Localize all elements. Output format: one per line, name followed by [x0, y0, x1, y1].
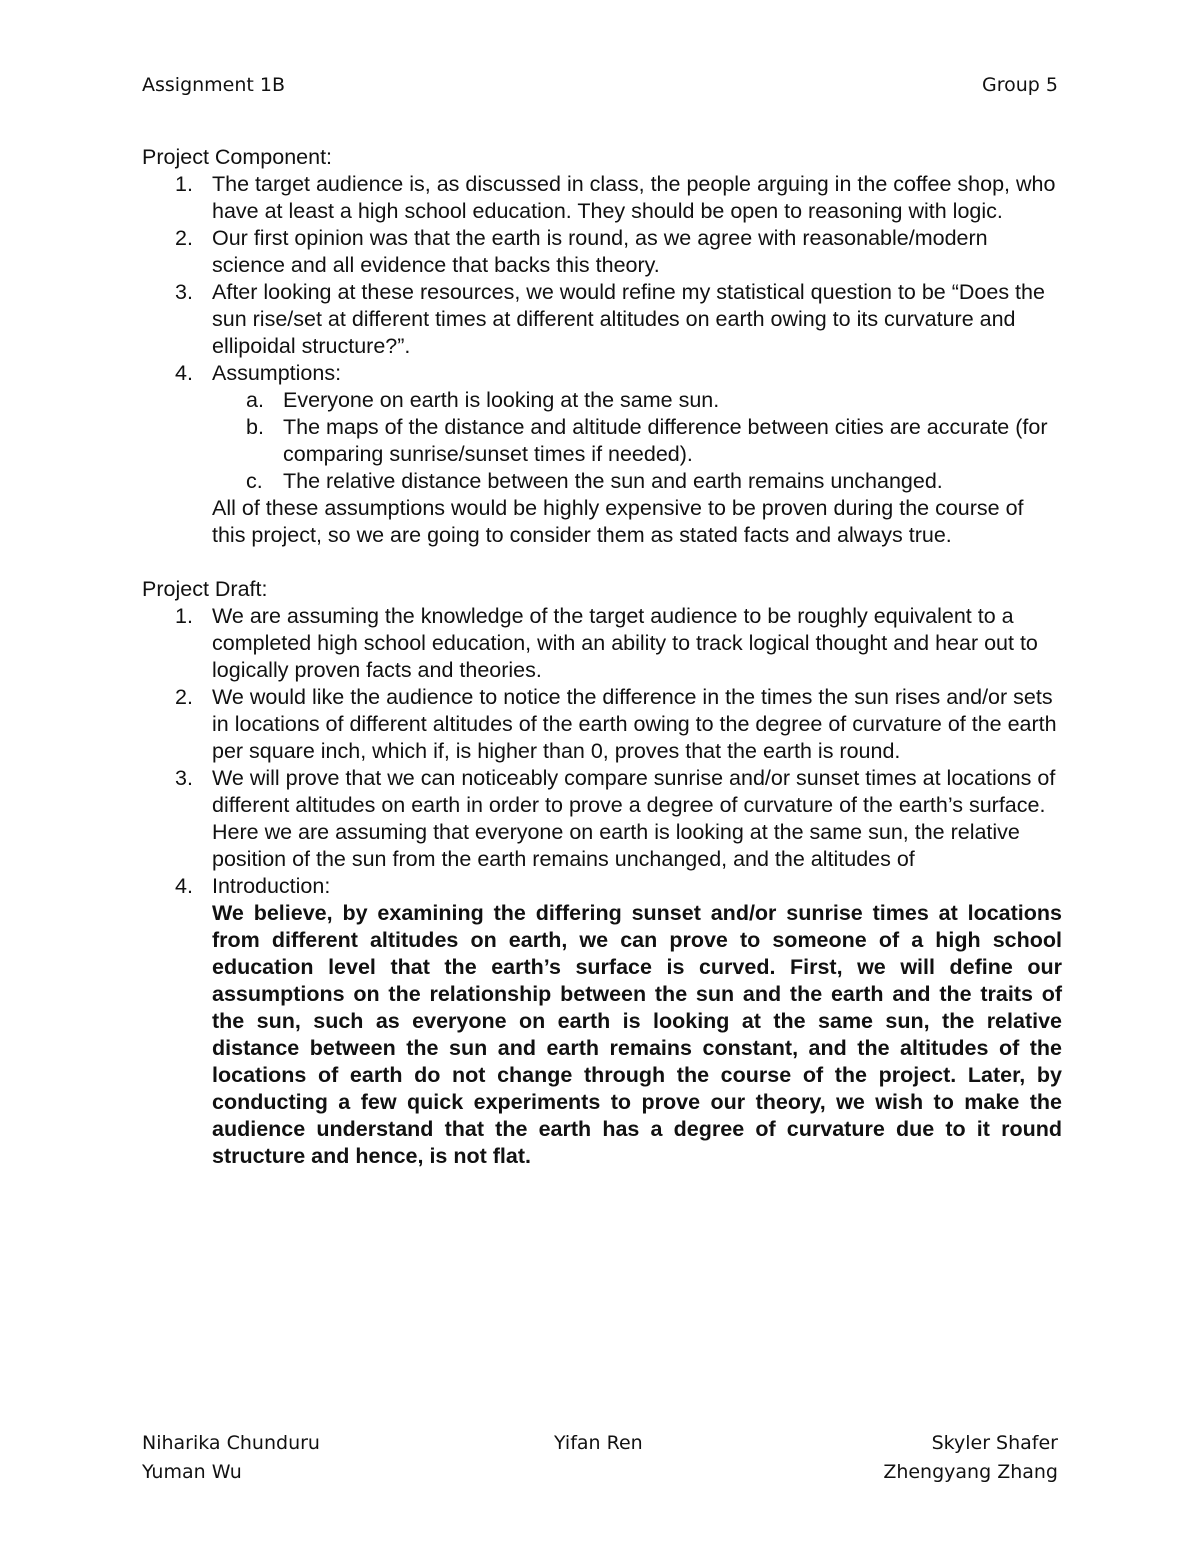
item-letter: b. — [246, 415, 264, 439]
draft-item-1 — [142, 603, 1062, 684]
assumption-item-c — [142, 468, 1062, 495]
author-name: Niharika Chunduru — [142, 1432, 320, 1454]
item-number: 1. — [175, 604, 193, 628]
author-name: Yifan Ren — [554, 1432, 643, 1454]
item-text: The maps of the distance and altitude difference between cities are accurate (for comparing sunrise/sunset times if needed). — [283, 415, 1048, 466]
document-body — [142, 144, 1062, 1170]
component-item-1 — [142, 171, 1062, 225]
item-number: 4. — [175, 361, 193, 385]
item-text: We are assuming the knowledge of the target audience to be roughly equivalent to a completed high school education, with an ability to track logical thought and hear out to logically proven facts and theories. — [212, 604, 1038, 682]
component-list — [142, 171, 1062, 387]
author-name: Zhengyang Zhang — [883, 1461, 1058, 1483]
item-text: Our first opinion was that the earth is round, as we agree with reasonable/modern science and all evidence that backs this theory. — [212, 226, 988, 277]
item-text: The relative distance between the sun and earth remains unchanged. — [283, 469, 943, 493]
item-number: 3. — [175, 766, 193, 790]
item-number: 2. — [175, 685, 193, 709]
item-text: Everyone on earth is looking at the same sun. — [283, 388, 720, 412]
draft-list — [142, 603, 1062, 900]
item-number: 3. — [175, 280, 193, 304]
item-number: 4. — [175, 874, 193, 898]
introduction-paragraph: We believe, by examining the differing sunset and/or sunrise times at locations from different altitudes on earth, we can prove to someone of a high school education level that the earth’s surface is curved. First, we will define our assumptions on the relationship between the sun and the earth and the traits of the sun, such as everyone on earth is looking at the same sun, the relative distance between the sun and earth remains constant, and the altitudes of the locations of earth do not change through the course of the project. Later, by conducting a few quick experiments to prove our theory, we wish to make the audience understand that the earth has a degree of curvature due to it round structure and hence, is not flat. — [212, 901, 1062, 1168]
component-item-3 — [142, 279, 1062, 360]
item-number: 2. — [175, 226, 193, 250]
item-number: 1. — [175, 172, 193, 196]
header-group: Group 5 — [982, 74, 1058, 96]
assumption-item-b — [142, 414, 1062, 468]
component-item-4 — [142, 360, 1062, 387]
section-gap — [142, 549, 1062, 576]
item-text: Introduction: — [212, 874, 331, 898]
header-assignment: Assignment 1B — [142, 74, 286, 96]
author-name: Skyler Shafer — [931, 1432, 1058, 1454]
item-text: After looking at these resources, we would refine my statistical question to be “Does the sun rise/set at different times at different altitudes on earth owing to its curvature and ellipoidal structure?”. — [212, 280, 1045, 358]
author-name: Yuman Wu — [142, 1461, 242, 1483]
assumption-item-a — [142, 387, 1062, 414]
item-letter: a. — [246, 388, 264, 412]
draft-heading: Project Draft: — [142, 577, 268, 601]
item-text: Assumptions: — [212, 361, 342, 385]
assumptions-closing: All of these assumptions would be highly expensive to be proven during the course of this project, so we are going to consider them as stated facts and always true. — [212, 496, 1024, 547]
assumption-list — [142, 387, 1062, 495]
item-text: We would like the audience to notice the difference in the times the sun rises and/or sets in locations of different altitudes of the earth owing to the degree of curvature of the earth per square inch, which if, is higher than 0, proves that the earth is round. — [212, 685, 1057, 763]
draft-item-3 — [142, 765, 1062, 873]
component-heading: Project Component: — [142, 145, 333, 169]
item-text: The target audience is, as discussed in class, the people arguing in the coffee shop, who have at least a high school education. They should be open to reasoning with logic. — [212, 172, 1056, 223]
draft-item-4 — [142, 873, 1062, 900]
item-text: We will prove that we can noticeably compare sunrise and/or sunset times at locations of different altitudes on earth in order to prove a degree of curvature of the earth’s surface. Here we are assuming that everyone on earth is looking at the same sun, the relative position of the sun from the earth remains unchanged, and the altitudes of — [212, 766, 1056, 871]
component-item-2 — [142, 225, 1062, 279]
draft-item-2 — [142, 684, 1062, 765]
item-letter: c. — [246, 469, 263, 493]
